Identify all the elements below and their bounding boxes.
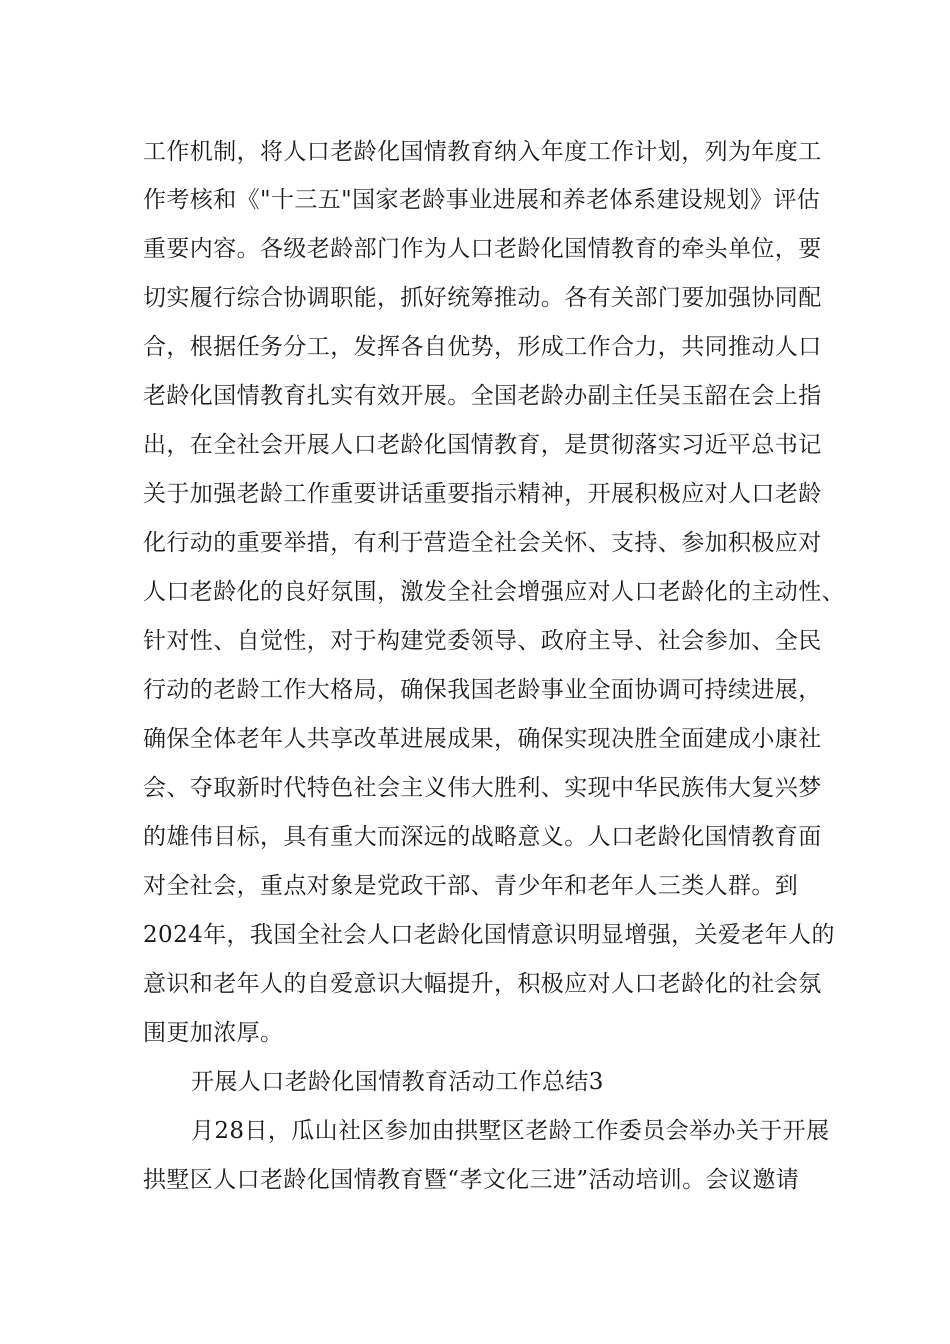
paragraph-line: 会、夺取新时代特色社会主义伟大胜利、实现中华民族伟大复兴梦 bbox=[143, 775, 822, 801]
paragraph-line: 化行动的重要举措，有利于营造全社会关怀、支持、参加积极应对 bbox=[143, 530, 822, 556]
paragraph-line: 作考核和《"十三五"国家老龄事业进展和养老体系建设规划》评估 bbox=[143, 187, 821, 213]
paragraph-line: 工作机制，将人口老龄化国情教育纳入年度工作计划，列为年度工 bbox=[143, 139, 822, 165]
paragraph-line: 对全社会，重点对象是党政干部、青少年和老年人三类人群。到 bbox=[143, 873, 799, 899]
paragraph-line: 出，在全社会开展人口老龄化国情教育，是贯彻落实习近平总书记 bbox=[143, 432, 822, 458]
paragraph-line: 行动的老龄工作大格局，确保我国老龄事业全面协调可持续进展， bbox=[143, 677, 822, 703]
paragraph-line: 围更加浓厚。 bbox=[143, 1020, 284, 1046]
paragraph-line: 老龄化国情教育扎实有效开展。全国老龄办副主任吴玉韶在会上指 bbox=[143, 383, 822, 409]
paragraph-line: 关于加强老龄工作重要讲话重要指示精神，开展积极应对人口老龄 bbox=[143, 481, 822, 507]
paragraph-line: 意识和老年人的自爱意识大幅提升，积极应对人口老龄化的社会氛 bbox=[143, 971, 822, 997]
paragraph-line: 确保全体老年人共享改革进展成果，确保实现决胜全面建成小康社 bbox=[143, 726, 822, 752]
paragraph-line: 的雄伟目标，具有重大而深远的战略意义。人口老龄化国情教育面 bbox=[143, 824, 822, 850]
paragraph-line: 针对性、自觉性，对于构建党委领导、政府主导、社会参加、全民 bbox=[143, 628, 822, 654]
paragraph-line: 2024年，我国全社会人口老龄化国情意识明显增强，关爱老年人的 bbox=[143, 922, 835, 948]
paragraph-line: 切实履行综合协调职能，抓好统筹推动。各有关部门要加强协同配 bbox=[143, 285, 822, 311]
section-heading: 开展人口老龄化国情教育活动工作总结3 bbox=[191, 1069, 604, 1095]
paragraph-line: 月28日，瓜山社区参加由拱墅区老龄工作委员会举办关于开展 bbox=[191, 1118, 830, 1144]
paragraph-line: 人口老龄化的良好氛围，激发全社会增强应对人口老龄化的主动性、 bbox=[143, 579, 845, 605]
paragraph-line: 拱墅区人口老龄化国情教育暨“孝文化三进”活动培训。会议邀请 bbox=[143, 1167, 800, 1193]
paragraph-line: 重要内容。各级老龄部门作为人口老龄化国情教育的牵头单位，要 bbox=[143, 236, 822, 262]
paragraph-line: 合，根据任务分工，发挥各自优势，形成工作合力，共同推动人口 bbox=[143, 334, 822, 360]
